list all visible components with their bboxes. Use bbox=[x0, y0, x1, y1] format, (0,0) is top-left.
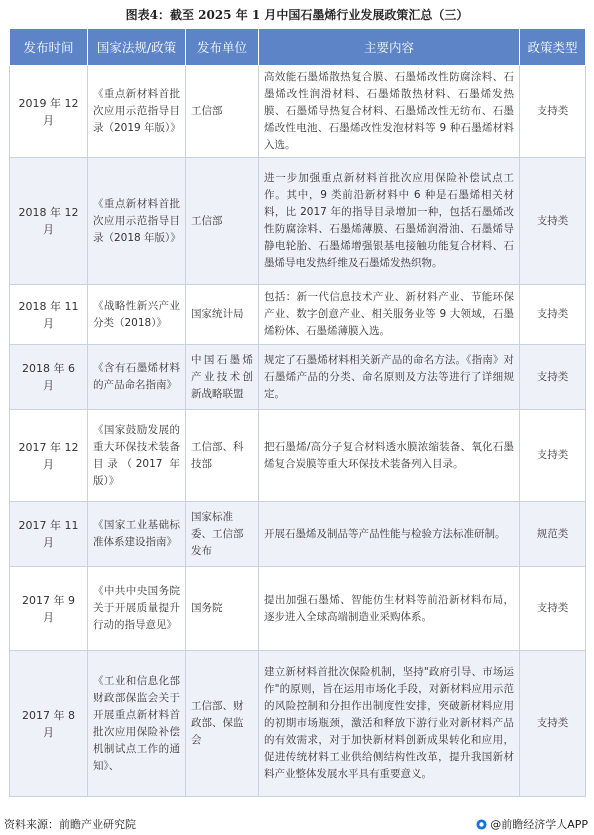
cell-date: 2019 年 12 月 bbox=[10, 66, 88, 158]
header-policy: 国家法规/政策 bbox=[88, 29, 186, 66]
header-date: 发布时间 bbox=[10, 29, 88, 66]
cell-org: 国家统计局 bbox=[186, 285, 259, 345]
table-row bbox=[10, 285, 586, 345]
cell-date: 2017 年 8 月 bbox=[10, 651, 88, 797]
cell-policy: 《中共中央国务院关于开展质量提升行动的指导意见》 bbox=[88, 567, 186, 651]
cell-org: 中国石墨烯产业技术创新战略联盟 bbox=[186, 345, 259, 410]
cell-org: 工信部 bbox=[186, 158, 259, 285]
cell-policy: 《重点新材料首批次应用示范指导目录（2018 年版）》 bbox=[88, 158, 186, 285]
cell-date: 2018 年 11 月 bbox=[10, 285, 88, 345]
cell-org: 工信部 bbox=[186, 66, 259, 158]
table-row bbox=[10, 651, 586, 797]
cell-type: 支持类 bbox=[520, 285, 586, 345]
cell-date: 2017 年 12 月 bbox=[10, 410, 88, 502]
cell-date: 2018 年 6 月 bbox=[10, 345, 88, 410]
cell-type: 支持类 bbox=[520, 410, 586, 502]
cell-org: 工信部、科技部 bbox=[186, 410, 259, 502]
cell-type: 支持类 bbox=[520, 66, 586, 158]
cell-content: 开展石墨烯及制品等产品性能与检验方法标准研制。 bbox=[259, 502, 520, 567]
cell-date: 2017 年 11 月 bbox=[10, 502, 88, 567]
cell-type: 支持类 bbox=[520, 567, 586, 651]
table-row bbox=[10, 502, 586, 567]
cell-policy: 《战略性新兴产业分类（2018）》 bbox=[88, 285, 186, 345]
footer bbox=[0, 812, 594, 835]
cell-content: 高效能石墨烯散热复合膜、石墨烯改性防腐涂料、石墨烯改性润滑材料、石墨烯散热材料、石墨烯发热膜、石墨烯导热复合材料、石墨烯改性无纺布、石墨烯改性电池、石墨烯改性发泡材料等 9 种石墨烯材料入选。 bbox=[259, 66, 520, 158]
table-row bbox=[10, 158, 586, 285]
cell-type: 规范类 bbox=[520, 502, 586, 567]
header-type: 政策类型 bbox=[520, 29, 586, 66]
cell-org: 国务院 bbox=[186, 567, 259, 651]
cell-type: 支持类 bbox=[520, 158, 586, 285]
header-content: 主要内容 bbox=[259, 29, 520, 66]
cell-content: 建立新材料首批次保险机制，坚持"政府引导、市场运作"的原则，旨在运用市场化手段，对新材料应用示范的风险控制和分担作出制度性安排，突破新材料应用的初期市场瓶颈，激活和释放下游行业对新材料产品的有效需求，对于加快新材料创新成果转化和应用，促进传统材料工业供给侧结构性改革，提升我国新材料产业整体发展水平具有重要意义。 bbox=[259, 651, 520, 797]
cell-org: 工信部、财政部、保监会 bbox=[186, 651, 259, 797]
cell-type: 支持类 bbox=[520, 651, 586, 797]
cell-policy: 《国家鼓励发展的重大环保技术装备目录（2017 年版）》 bbox=[88, 410, 186, 502]
cell-date: 2018 年 12 月 bbox=[10, 158, 88, 285]
table-title: 图表4：截至 2025 年 1 月中国石墨烯行业发展政策汇总（三） bbox=[125, 8, 469, 22]
cell-content: 把石墨烯/高分子复合材料透水膜浓缩装备、氧化石墨烯复合炭膜等重大环保技术装备列入目录。 bbox=[259, 410, 520, 502]
table-row bbox=[10, 410, 586, 502]
source-note: 资料来源：前瞻产业研究院 bbox=[4, 818, 136, 831]
policy-table bbox=[9, 28, 586, 797]
cell-org: 国家标准委、工信部发布 bbox=[186, 502, 259, 567]
cell-content: 提出加强石墨烯、智能仿生材料等前沿新材料布局，逐步进入全球高端制造业采购体系。 bbox=[259, 567, 520, 651]
cell-date: 2017 年 9 月 bbox=[10, 567, 88, 651]
cell-policy: 《工业和信息化部财政部保监会关于开展重点新材料首批次应用保险补偿机制试点工作的通知》、 bbox=[88, 651, 186, 797]
brand-label: @前瞻经济学人APP bbox=[490, 818, 588, 831]
cell-content: 包括：新一代信息技术产业、新材料产业、节能环保产业、数字创意产业、相关服务业等 9 大领域，石墨烯粉体、石墨烯薄膜入选。 bbox=[259, 285, 520, 345]
cell-policy: 《重点新材料首批次应用示范指导目录（2019 年版）》 bbox=[88, 66, 186, 158]
cell-content: 进一步加强重点新材料首批次应用保险补偿试点工作。其中，9 类前沿新材料中 6 种是石墨烯相关材料，比 2017 年的指导目录增加一种，包括石墨烯改性防腐涂料、石墨烯薄膜、石墨烯润滑油、石墨烯导静电轮胎、石墨烯增强银基电接触功能复合材料、石墨烯导电发热纤维及石墨烯发热织物。 bbox=[259, 158, 520, 285]
header-org: 发布单位 bbox=[186, 29, 259, 66]
cell-policy: 《含有石墨烯材料的产品命名指南》 bbox=[88, 345, 186, 410]
table-row bbox=[10, 567, 586, 651]
cell-content: 规定了石墨烯材料相关新产品的命名方法。《指南》对石墨烯产品的分类、命名原则及方法等进行了详细规定。 bbox=[259, 345, 520, 410]
cell-type: 支持类 bbox=[520, 345, 586, 410]
table-header-row bbox=[10, 29, 586, 66]
brand-logo-icon bbox=[476, 819, 487, 830]
table-row bbox=[10, 345, 586, 410]
brand-credit bbox=[476, 816, 588, 832]
table-row bbox=[10, 66, 586, 158]
cell-policy: 《国家工业基础标准体系建设指南》 bbox=[88, 502, 186, 567]
